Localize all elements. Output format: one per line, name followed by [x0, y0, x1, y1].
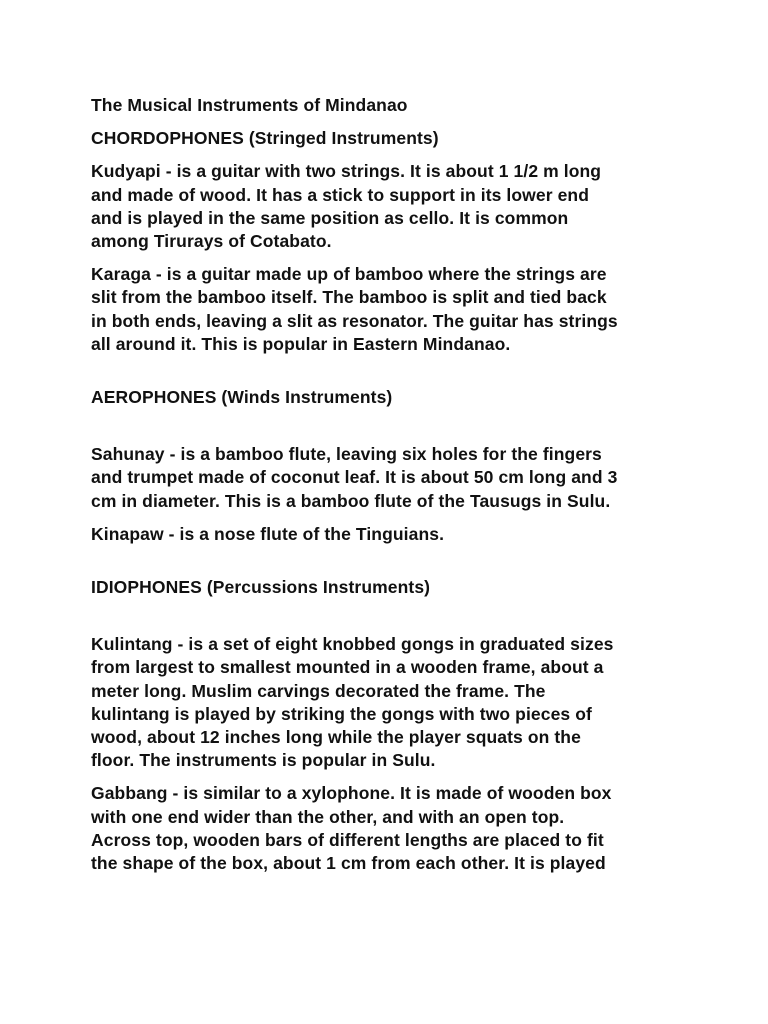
paragraph-kudyapi — [91, 160, 681, 253]
document-body — [91, 94, 681, 875]
paragraph-line: Karaga - is a guitar made up of bamboo where the strings are — [91, 264, 607, 285]
paragraph-kinapaw — [91, 523, 681, 546]
section-heading-chordophones — [91, 127, 681, 150]
heading-line: AEROPHONES (Winds Instruments) — [91, 387, 393, 408]
paragraph-line: cm in diameter. This is a bamboo flute of the Tausugs in Sulu. — [91, 490, 611, 511]
paragraph-line: Kulintang - is a set of eight knobbed gongs in graduated sizes — [91, 634, 614, 655]
paragraph-kulintang — [91, 633, 681, 772]
paragraph-line: the shape of the box, about 1 cm from each other. It is played — [91, 853, 606, 874]
paragraph-line: Across top, wooden bars of different lengths are placed to fit — [91, 829, 604, 850]
paragraph-line: Gabbang - is similar to a xylophone. It is made of wooden box — [91, 783, 612, 804]
paragraph-line: and is played in the same position as cello. It is common — [91, 207, 569, 228]
document-title — [91, 94, 681, 117]
section-heading-aerophones — [91, 386, 681, 409]
heading-line: CHORDOPHONES (Stringed Instruments) — [91, 128, 439, 149]
heading-line: IDIOPHONES (Percussions Instruments) — [91, 577, 431, 598]
paragraph-line: kulintang is played by striking the gongs with two pieces of — [91, 703, 592, 724]
paragraph-line: in both ends, leaving a slit as resonator. The guitar has strings — [91, 310, 618, 331]
paragraph-line: Sahunay - is a bamboo flute, leaving six holes for the fingers — [91, 444, 602, 465]
paragraph-line: meter long. Muslim carvings decorated the frame. The — [91, 680, 546, 701]
paragraph-line: Kinapaw - is a nose flute of the Tinguians. — [91, 523, 445, 544]
paragraph-line: wood, about 12 inches long while the player squats on the — [91, 727, 581, 748]
paragraph-line: and trumpet made of coconut leaf. It is about 50 cm long and 3 — [91, 467, 618, 488]
title-line: The Musical Instruments of Mindanao — [91, 95, 408, 115]
paragraph-line: slit from the bamboo itself. The bamboo is split and tied back — [91, 287, 607, 308]
paragraph-gabbang — [91, 782, 681, 875]
paragraph-line: all around it. This is popular in Eastern Mindanao. — [91, 333, 511, 354]
paragraph-line: among Tirurays of Cotabato. — [91, 231, 332, 252]
paragraph-line: from largest to smallest mounted in a wooden frame, about a — [91, 657, 604, 678]
paragraph-line: Kudyapi - is a guitar with two strings. It is about 1 1/2 m long — [91, 161, 602, 182]
paragraph-line: floor. The instruments is popular in Sulu. — [91, 750, 436, 771]
paragraph-line: and made of wood. It has a stick to support in its lower end — [91, 184, 589, 205]
paragraph-sahunay — [91, 443, 681, 513]
paragraph-line: with one end wider than the other, and with an open top. — [91, 806, 565, 827]
section-heading-idiophones — [91, 576, 681, 599]
paragraph-karaga — [91, 263, 681, 356]
